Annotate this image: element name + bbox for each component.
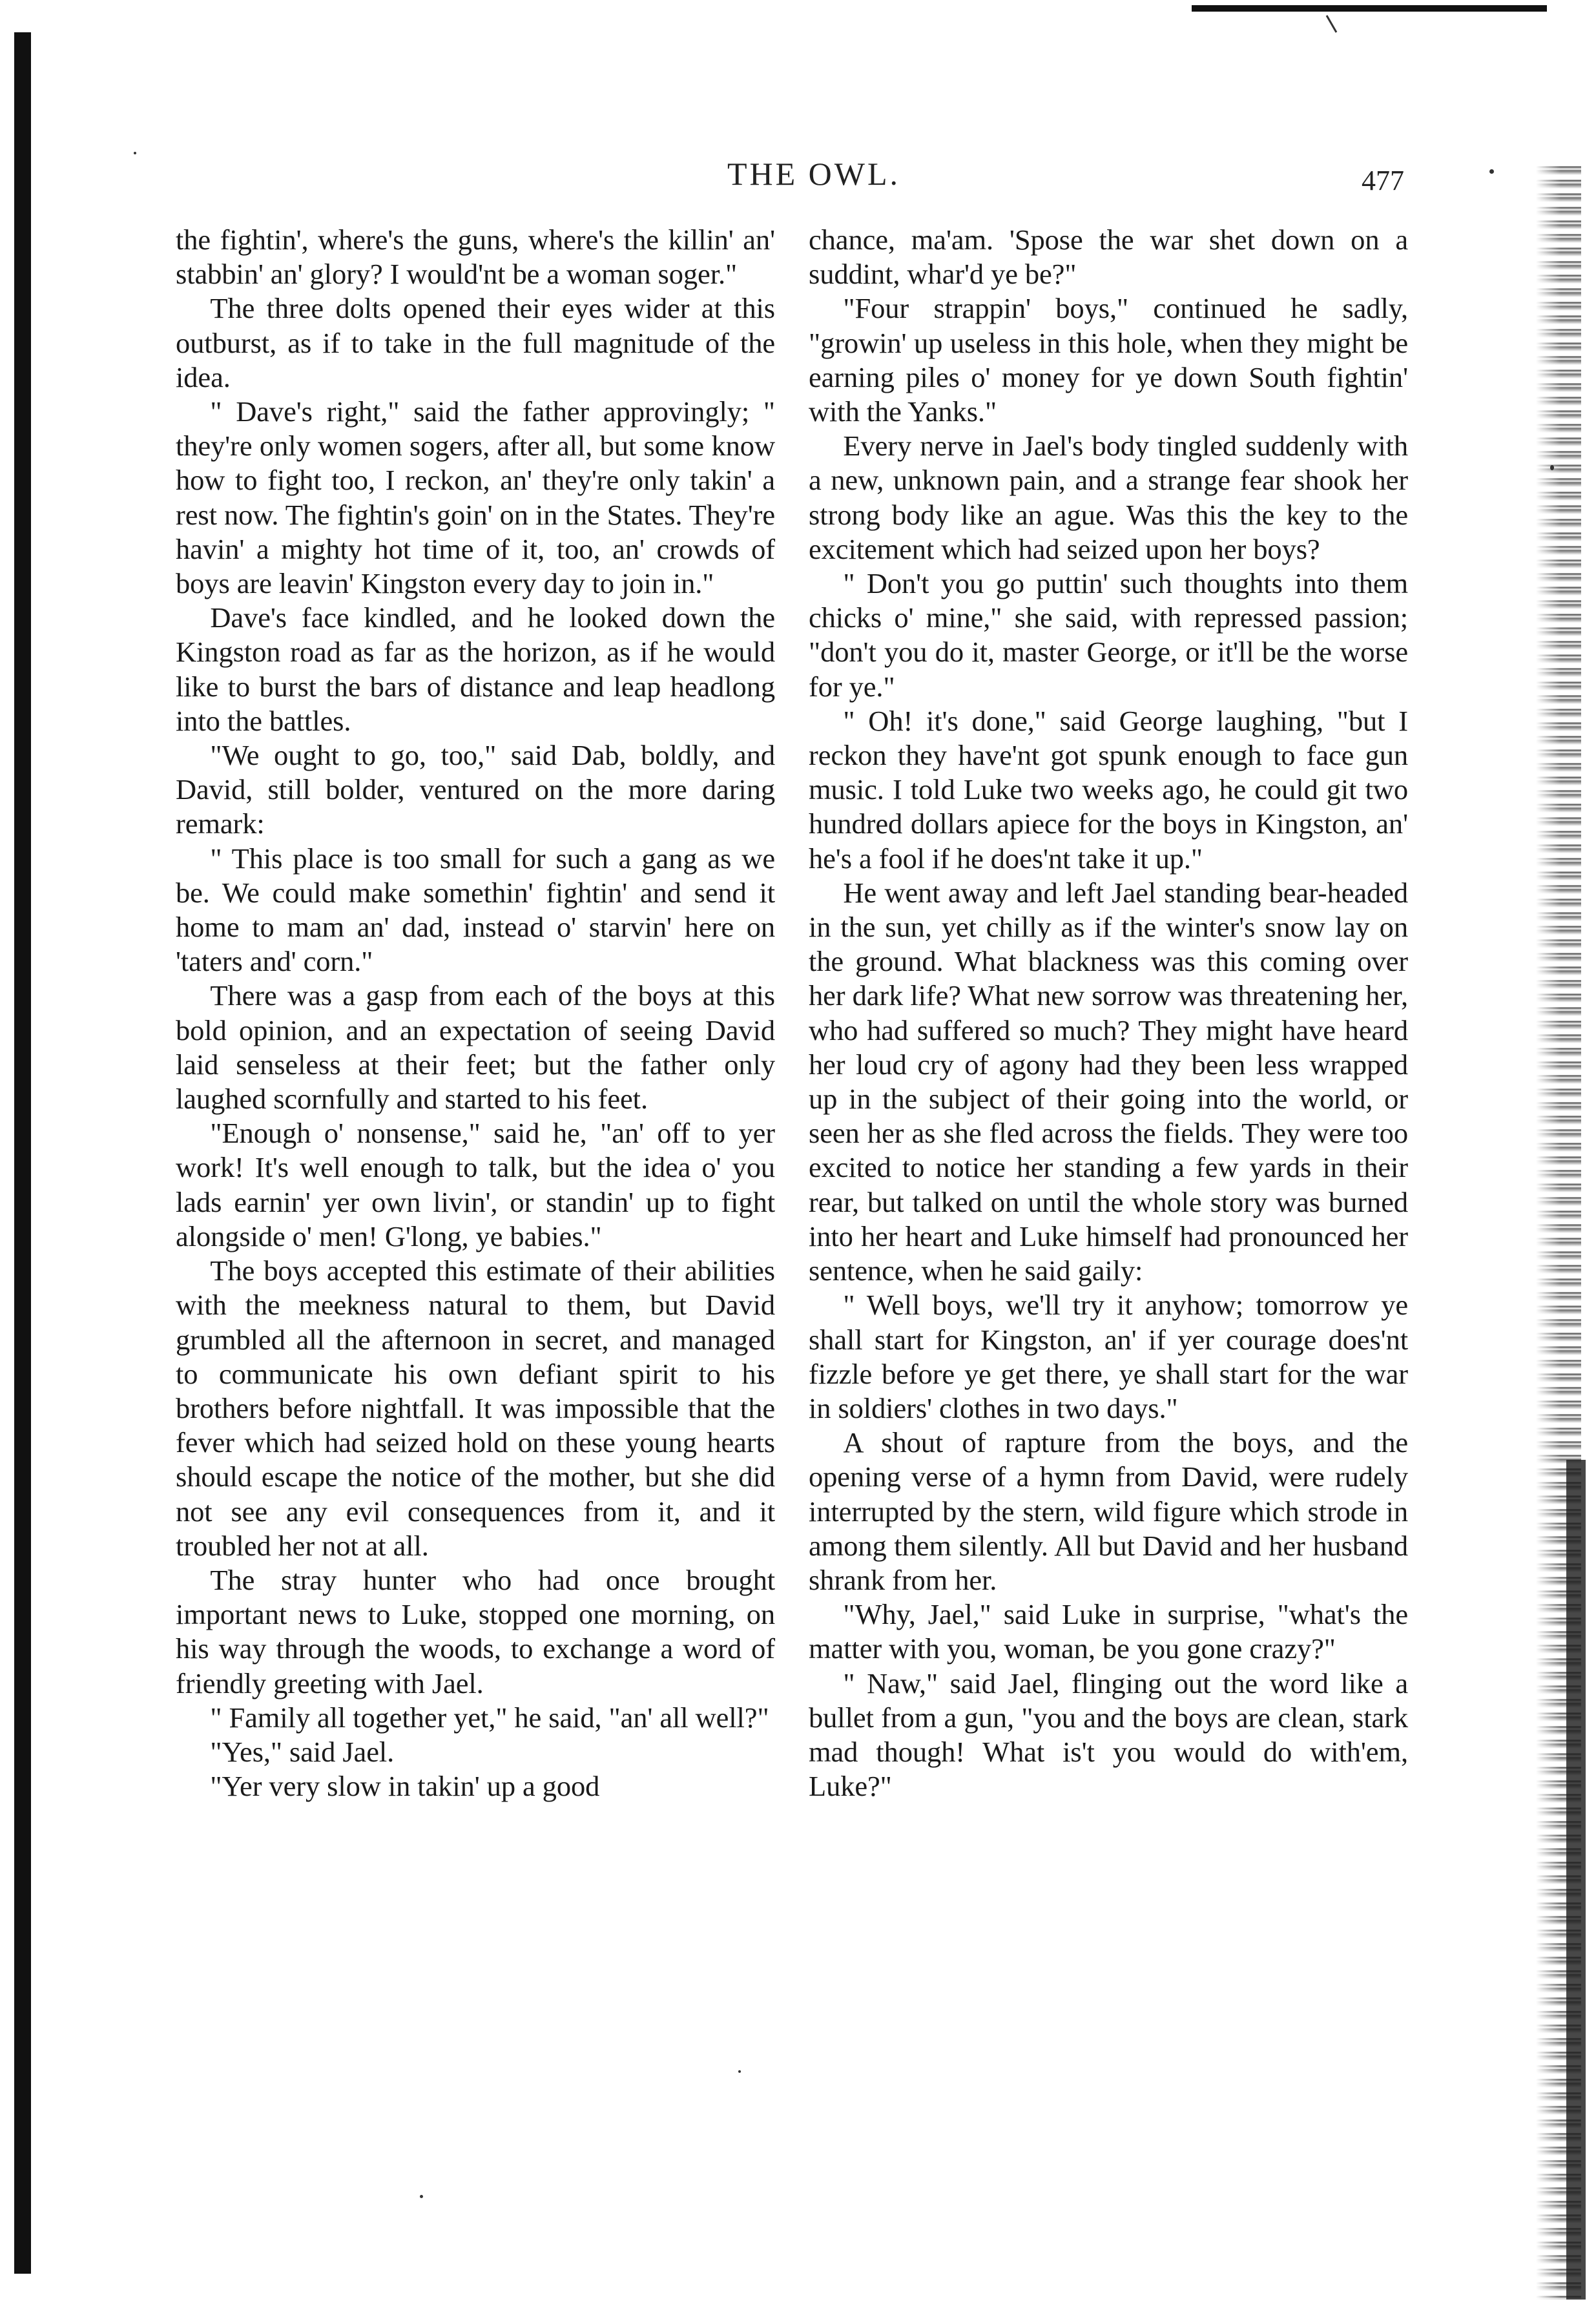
paragraph: "We ought to go, too," said Dab, boldly, and David, still bolder, ventured on the more daring remark:	[176, 739, 775, 840]
scan-top-rule	[1192, 5, 1547, 12]
paragraph: There was a gasp from each of the boys at this bold opinion, and an expectation of seeing David laid senseless at their feet; but the father only laughed scornfully and started to his feet.	[176, 979, 775, 1116]
paragraph: " Oh! it's done," said George laughing, "but I reckon they have'nt got spunk enough to face gun music. I told Luke two weeks ago, he could git two hundred dollars apiece for the boys in Kingston, an' he's a fool if he does'nt take it up."	[809, 704, 1408, 875]
paragraph: " Don't you go puttin' such thoughts into them chicks o' mine," she said, with repressed passion; "don't you do it, master George, or it'll be the worse for ye."	[809, 567, 1408, 703]
paragraph: " Family all together yet," he said, "an' all well?"	[210, 1701, 769, 1734]
paragraph: Dave's face kindled, and he looked down the Kingston road as far as the horizon, as if he would like to burst the bars of distance and leap headlong into the battles.	[176, 601, 775, 737]
paragraph: " Naw," said Jael, flinging out the word like a bullet from a gun, "you and the boys are clean, stark mad though! What is't you would do with'em, Luke?"	[809, 1667, 1408, 1803]
running-title: THE OWL.	[727, 156, 901, 192]
paragraph: "Yer very slow in takin' up a good	[210, 1770, 600, 1803]
paragraph: the fightin', where's the guns, where's the killin' an' stabbin' an' glory? I would'nt be a woman soger."	[176, 223, 775, 291]
scan-page-edge-dark	[1566, 1460, 1586, 2300]
scan-speck	[420, 2195, 423, 2198]
paragraph: " Dave's right," said the father approvingly; " they're only women sogers, after all, but some know how to fight too, I reckon, an' they're only takin' a rest now. The fightin's goin' on in the States. They're havin' a mighty hot time of it, too, an' crowds of boys are leavin' Kingston every day to join in."	[176, 395, 775, 600]
paragraph: The stray hunter who had once brought important news to Luke, stopped one morning, on his way through the woods, to exchange a word of friendly greeting with Jael.	[176, 1563, 775, 1699]
paragraph: "Enough o' nonsense," said he, "an' off to yer work! It's well enough to talk, but the idea o' you lads earnin' yer own livin', or standin' up to fight alongside o' men! G'long, ye babies."	[176, 1117, 775, 1252]
paragraph: " Well boys, we'll try it anyhow; tomorrow ye shall start for Kingston, an' if yer courage does'nt fizzle before ye get there, ye shall start for the war in soldiers' clothes in two days."	[809, 1289, 1408, 1424]
page-number: 477	[1362, 165, 1404, 196]
scan-speck	[738, 2070, 741, 2073]
paragraph: The three dolts opened their eyes wider at this outburst, as if to take in the full magnitude of the idea.	[176, 292, 775, 393]
scan-speck	[134, 152, 136, 154]
text-column-right	[809, 223, 1408, 1803]
scan-mark	[1326, 15, 1338, 32]
paragraph: Every nerve in Jael's body tingled suddenly with a new, unknown pain, and a strange fear shook her strong body like an ague. Was this the key to the excitement which had seized upon her boys?	[809, 430, 1408, 565]
scan-speck	[1550, 465, 1554, 470]
paragraph: chance, ma'am. 'Spose the war shet down on a suddint, whar'd ye be?"	[809, 223, 1408, 291]
paragraph: "Yes," said Jael.	[210, 1735, 395, 1768]
scan-binding-shadow	[14, 32, 31, 2274]
paragraph: The boys accepted this estimate of their abilities with the meekness natural to them, but David grumbled all the afternoon in secret, and managed to communicate his own defiant spirit to his brothers before nightfall. It was impossible that the fever which had seized hold on these young hearts should escape the notice of the mother, but she did not see any evil consequences from it, and it troubled her not at all.	[176, 1254, 775, 1562]
paragraph: He went away and left Jael standing bear-headed in the sun, yet chilly as if the winter's snow lay on the ground. What blackness was this coming over her dark life? What new sorrow was threatening her, who had suffered so much? They might have heard her loud cry of agony had they been less wrapped up in the subject of their going into the world, or seen her as she fled across the fields. They were too excited to notice her standing a few yards in their rear, but talked on until the whole story was burned into her heart and Luke himself had pronounced her sentence, when he said gaily:	[809, 876, 1408, 1287]
paragraph: " This place is too small for such a gang as we be. We could make somethin' fightin' and send it home to mam an' dad, instead o' starvin' here on 'taters and' corn."	[176, 842, 775, 978]
paragraph: A shout of rapture from the boys, and the opening verse of a hymn from David, were rudely interrupted by the stern, wild figure which strode in among them silently. All but David and her husband shrank from her.	[809, 1426, 1408, 1596]
paragraph: "Four strappin' boys," continued he sadly, "growin' up useless in this hole, when they might be earning piles o' money for ye down South fightin' with the Yanks."	[809, 292, 1408, 428]
paragraph: "Why, Jael," said Luke in surprise, "what's the matter with you, woman, be you gone crazy?"	[809, 1598, 1408, 1665]
text-column-left	[176, 223, 775, 1803]
scan-speck	[1489, 169, 1494, 174]
